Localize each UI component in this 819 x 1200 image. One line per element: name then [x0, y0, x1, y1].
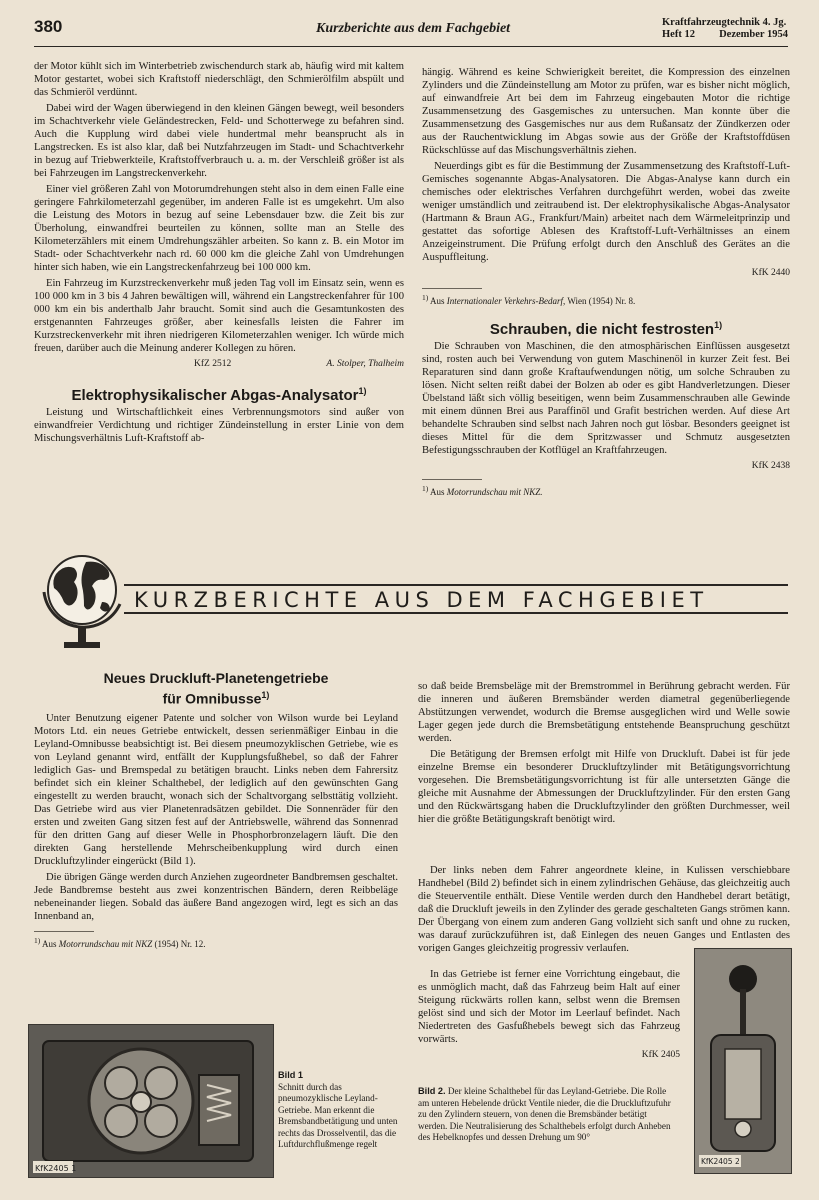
upper-right-column	[422, 66, 790, 498]
article-code: KfZ 2512	[194, 359, 232, 369]
gearbox-cutaway-image	[29, 1025, 273, 1177]
globe-icon	[34, 544, 129, 652]
signature-line	[418, 1049, 680, 1062]
paragraph: Die Schrauben von Maschinen, die den atmosphärischen Einflüssen ausgesetzt sind, rosten auch bei Verwendung von gutem Maschinenöl in kurzer Zeit fest. Bei Reparaturen sind dann große Kraftaufwendungen nötig, um solche Schrauben zu lösen. Nicht selten reißt dabei der Bolzen ab oder es gibt Handverletzungen. Dieser Übelstand läßt sich völlig beseitigen, wenn beim Zusammenschrauben alle Gewinde mit einem dünnen Brei aus Paraffinöl und Grafit bestrichen werden. Auf diese Art behandelte Schrauben sind selbst nach Jahren noch gut lösbar. Besonders geeignet ist dieses Mittel für die dem Spritzwasser und Schmutz ausgesetzten Befestigungsschrauben der Kotflügel an Kraftfahrzeugen.	[422, 341, 790, 456]
paragraph: Einer viel größeren Zahl von Motorumdrehungen steht also in dem einen Falle eine geringere Fahrkilometerzahl gegenüber, im anderen Falle ist es umgekehrt. Um also die Leistung des Motors in bezug auf seine Lebensdauer bzw. die Zeit bis zur Überholung, einwandfrei beurteilen zu können, sollte man an Stelle des Kilometerzählers mit einem Umdrehungszähler arbeiten. So kann z. B. ein Motor im Stadt- oder Schachtverkehr nach rd. 60 000 km die gleiche Zahl von Umdrehungen hinter sich haben, wie ein Langstreckenfahrzeug bei 100 000 km.	[34, 184, 404, 273]
paragraph: der Motor kühlt sich im Winterbetrieb zwischendurch stark ab, häufig wird mit kaltem Motor gestartet, wobei sich Kraftstoff niederschlägt, den Schmierölfilm abspült und das Schmieröl verdünnt.	[34, 61, 404, 98]
signature-line	[34, 358, 404, 371]
figure-1-stamp: KfK2405 1	[35, 1164, 77, 1173]
shift-lever-image	[695, 949, 791, 1173]
banner-rule-top	[124, 584, 788, 586]
signature-line	[422, 460, 790, 473]
journal-name: Kraftfahrzeugtechnik 4. Jg.	[662, 17, 787, 28]
figure-2-text: Der kleine Schalthebel für das Leyland-Getriebe. Die Rolle am unteren Hebelende drückt Ventile nieder, die die Druckluftzufuhr zu den Zylindern steuern, von denen die Bremsbänder betätigt werden. Die Neutralisierung des Schalthebels erfolgt durch Anheben des Hebelknopfes und dessen Drehung um 90°	[418, 1086, 671, 1142]
article-code: KfK 2405	[641, 1050, 680, 1060]
issue-date: Dezember 1954	[719, 29, 788, 40]
lower-left-column	[34, 670, 398, 950]
banner-title: KURZBERICHTE AUS DEM FACHGEBIET	[134, 588, 709, 612]
running-title: Kurzberichte aus dem Fachgebiet	[316, 21, 511, 36]
footnote: $^{1)}$ Aus Internationaler Verkehrs-Bedarf, Wien (1954) Nr. 8.	[422, 293, 636, 306]
paragraph: Unter Benutzung eigener Patente und solcher von Wilson wurde bei Leyland Motors Ltd. ein neues Getriebe entwickelt, dessen serienmäßiger Einbau in die Leyland-Omnibusse beabsichtigt ist. Bei diesem pneumozyklischen Getriebe, wie es von Leyland genannt wird, entfällt der Kupplungsfußhebel, so daß der Fahrer lediglich Gas- und Bremspedal zu betätigen braucht. Links neben dem Fahrersitz befindet sich ein kleiner Schalthebel, der lediglich auf den gewünschten Gang eingestellt zu werden braucht, wonach sich der Schaltvorgang selbsttätig vollzieht. Das Getriebe wird aus vier Planetenradsätzen gebildet. Die Sonnenräder für den ersten und zweiten Gang sitzen fest auf der Antriebswelle, während das Sonnenrad für den dritten Gang auf dieser Welle in Phosphorbronzelagern läuft. Die den direkten Gang herstellende Mehrscheibenkupplung wird durch einen Druckluftzylinder eingerückt (Bild 1).	[34, 712, 398, 867]
journal-info	[662, 17, 788, 41]
paragraph: Leistung und Wirtschaftlichkeit eines Verbrennungsmotors sind außer von einwandfreier Verdichtung und richtiger Zündeinstellung in erster Linie von dem Mischungsverhältnis Luft-Kraftstoff ab-	[34, 407, 404, 444]
paragraph: hängig. Während es keine Schwierigkeit bereitet, die Kompression des einzelnen Zylinders und die Zündeinstellung am Motor zu prüfen, war es bisher nicht möglich, auf einwandfreie Art bei dem im Fahrzeug eingebauten Motor die richtige Zusammensetzung des Gasgemisches zu untersuchen. Man konnte über die Zusammensetzung des Gasgemisches nur aus dem Rußansatz der Zündkerzen oder aus der Rauchentwicklung im Abgas sowie aus der Größe der Kraftstoffdüsen Rückschlüsse auf das Mischungsverhältnis ziehen.	[422, 67, 790, 156]
paragraph: Ein Fahrzeug im Kurzstreckenverkehr muß jeden Tag voll im Einsatz sein, wenn es 100 000 km in 3 bis 4 Jahren bewältigen will, während ein Langstreckenfahrer für 100 000 km ein bis anderthalb Jahr braucht. Somit sind auch die Gesamtunkosten des erstgenannten Fahrzeuges größer, aber keinesfalls leisten die Fahrer im Kurzstreckenverkehr mit ihren niedrigeren Kilometerzahlen weniger. Ich würde mich freuen, darüber auch die Meinung anderer Kollegen zu hören.	[34, 278, 404, 354]
figure-1-label: Bild 1	[278, 1070, 304, 1080]
banner-rule-bottom	[124, 612, 788, 614]
figure-1-text: Schnitt durch das pneumozyklische Leyland-Getriebe. Man erkennt die Bremsbandbetätigung und unten rechts das Drosselventil, das die Luftdurchflußmenge regelt	[278, 1081, 398, 1149]
abgas-title: Elektrophysikalischer Abgas-Analysator$^{1)}$	[71, 386, 367, 404]
article-code: KfK 2440	[751, 268, 790, 278]
schrauben-title: Schrauben, die nicht festrosten$^{1)}$	[489, 320, 723, 338]
figure-2-label: Bild 2.	[418, 1086, 446, 1096]
lower-right-column	[418, 680, 790, 829]
paragraph: In das Getriebe ist ferner eine Vorrichtung eingebaut, die es unmöglich macht, daß das Fahrzeug beim Halt auf einer Steigung rückwärts rollen kann, selbst wenn die Bremsen gelöst sind und sich der Motor im Leerlauf befindet. Nach Niedertreten des Gasfußhebels bewegt sich das Fahrzeug vorwärts.	[418, 969, 680, 1045]
figure-2-caption	[418, 1086, 676, 1144]
paragraph: Der links neben dem Fahrer angeordnete kleine, in Kulissen verschiebbare Handhebel (Bild 2) befindet sich in einem zylindrischen Gehäuse, das gleichzeitig auch die Steuerventile enthält. Diese Ventile werden durch den Handhebel derart betätigt, daß die Druckluft jeweils in den Zylinder des gerade geschalteten Gangs strömen kann. Der Übergang von einem zum anderen Gang vollzieht sich sanft und ohne zu rucken, was darauf zurückzuführen ist, daß Einlegen des neuen Ganges und Entlasten des vorigen Ganges gleichzeitig progressiv verlaufen.	[418, 865, 790, 954]
paragraph: so daß beide Bremsbeläge mit der Bremstrommel in Berührung gebracht werden. Für die inneren und äußeren Bremsbänder werden diametral gegenüberliegende Abstützungen verwendet, wodurch die Bremse ausgeglichen wird und Welle sowie Lager gegen jede durch die Bremsbetätigung entstehende Beanspruchung geschützt werden.	[418, 681, 790, 744]
upper-left-column	[34, 60, 404, 448]
paragraph: Dabei wird der Wagen überwiegend in den kleinen Gängen bewegt, weil besonders im Schachtverkehr viele Geländestrecken, Feld- und Schotterwege zu befahren sind. Auch die Kupplung wird dabei viele hundertmal mehr beansprucht als in Langstrecken. Es ist also klar, daß bei Nutzfahrzeugen im Stadt- und Schachtverkehr in bezug auf Triebwerkteile, Kraftstoffverbrauch u. a. m. der Verschleiß größer ist als bei Fahrzeugen im Langstreckenverkehr.	[34, 103, 404, 179]
page-number: 380	[34, 17, 63, 36]
druckluft-title: Neues Druckluft-Planetengetriebe für Omnibusse$^{1)}$	[103, 670, 329, 707]
lower-right-column-cont	[418, 864, 790, 958]
paragraph: Neuerdings gibt es für die Bestimmung der Zusammensetzung des Kraftstoff-Luft-Gemisches sogenannte Abgas-Analysatoren. Die Abgas-Analyse kann durch ein chemisches oder elektrisches Verfahren durchgeführt werden, wobei das zweite weniger umständlich und zeitraubend ist. Der elektrophysikalische Abgas-Analysator (Hartmann & Braun AG., Frankfurt/Main) arbeitet nach dem Wärmeleitprinzip und gestattet das sofortige Ablesen des Kraftstoff-Luft-Verhältnisses an einem Anzeigeinstrument. Die Prüfung erfolgt durch den Anschluß des Gerätes an die Auspuffleitung.	[422, 161, 790, 263]
page-header	[34, 14, 788, 47]
footnote-rule	[422, 479, 482, 480]
figure-1-photo	[28, 1024, 274, 1178]
paragraph: Die Betätigung der Bremsen erfolgt mit Hilfe von Druckluft. Dabei ist für jede einzelne Bremse ein besonderer Druckluftzylinder mit Betätigungsvorrichtung vorgesehen. Die Bremsbetätigungsvorrichtung ist für alle untersetzten Gänge die gleiche mit Ausnahme der Abmessungen der Druckluftzylinder. Für den ersten Gang und den Rückwärtsgang haben die Druckluftzylinder den größten Durchmesser, weil hier die größte Betätigungskraft benötigt wird.	[418, 749, 790, 825]
footnote-rule	[422, 288, 482, 289]
figure-1-caption	[278, 1070, 408, 1151]
author: A. Stolper, Thalheim	[326, 359, 404, 369]
article-code: KfK 2438	[751, 461, 790, 471]
paragraph: Die übrigen Gänge werden durch Anziehen zugeordneter Bandbremsen geschaltet. Jede Bandbremse besteht aus zwei konzentrischen Bändern, deren Reibbeläge nebeneinander liegen. Sobald das äußere Band angezogen wird, legt es sich an das Innenband an,	[34, 871, 398, 922]
footnote: $^{1)}$ Aus Motorrundschau mit NKZ (1954) Nr. 12.	[34, 935, 206, 949]
issue: Heft 12	[662, 29, 695, 40]
signature-line	[422, 267, 790, 280]
footnote-rule	[34, 931, 94, 932]
figure-2-stamp: KfK2405 2	[701, 1157, 740, 1166]
footnote: $^{1)}$ Aus Motorrundschau mit NKZ.	[422, 484, 543, 497]
section-banner	[34, 544, 788, 656]
lower-right-narrow	[418, 968, 680, 1062]
figure-2-photo	[694, 948, 792, 1174]
